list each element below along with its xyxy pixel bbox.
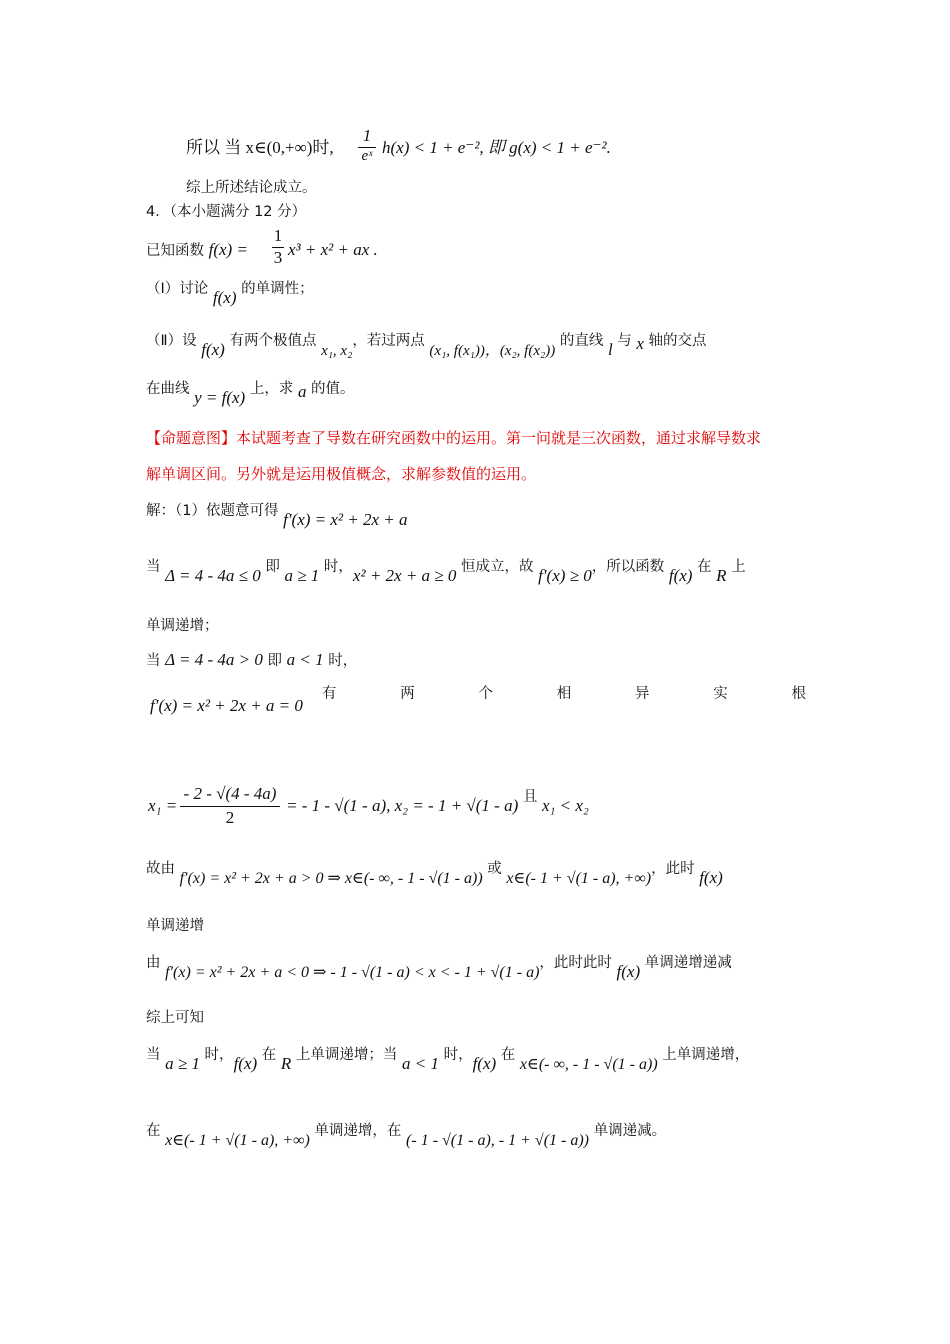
text: ，所以函数 bbox=[591, 559, 669, 575]
text: 恒成立，故 bbox=[456, 559, 539, 575]
summary-heading: 综上可知 bbox=[146, 1010, 204, 1026]
fraction-bar bbox=[358, 147, 376, 148]
text: 所以 当 x∈(0,+∞)时, bbox=[186, 138, 334, 157]
word: 有 bbox=[322, 686, 337, 702]
curve-condition-line bbox=[146, 378, 355, 407]
fraction-1-over-ex bbox=[356, 126, 378, 165]
math: f(x) bbox=[201, 340, 225, 359]
summary-case-line bbox=[146, 1044, 750, 1073]
math: x∈(- 1 + √(1 - a), +∞) bbox=[506, 870, 652, 887]
text: 当 bbox=[146, 559, 166, 575]
math: x∈(- 1 + √(1 - a), +∞) bbox=[165, 1132, 310, 1149]
text: 单调递增递减 bbox=[640, 955, 732, 971]
math: (x₁, f(x₁))，(x₂, f(x₂)) bbox=[429, 343, 556, 359]
part-two-line bbox=[146, 330, 707, 359]
summary-line: 综上所述结论成立。 bbox=[186, 180, 317, 196]
text: 在曲线 bbox=[146, 381, 195, 397]
derivative-equation: f′(x) = x² + 2x + a = 0 bbox=[150, 696, 303, 715]
text: （Ⅰ）讨论 bbox=[146, 281, 213, 297]
text: 时， bbox=[319, 559, 353, 575]
math: a < 1 bbox=[401, 1054, 439, 1073]
case-a-lt-1-line bbox=[146, 650, 357, 671]
text: 即 bbox=[262, 653, 287, 669]
text: 轴的交点 bbox=[643, 333, 707, 349]
text: 时， bbox=[438, 1047, 473, 1063]
math: a bbox=[297, 382, 307, 401]
decreasing-interval-line bbox=[146, 952, 732, 981]
math: f′(x) ≥ 0 bbox=[538, 566, 592, 585]
text: 解：（1）依题意可得 bbox=[146, 503, 284, 519]
math: x² + 2x + a ≥ 0 bbox=[352, 566, 457, 585]
word: 个 bbox=[478, 686, 493, 702]
text: 的值。 bbox=[306, 381, 355, 397]
text: 在 bbox=[146, 1123, 166, 1139]
word: 相 bbox=[556, 686, 572, 702]
denominator: 2 bbox=[225, 808, 235, 827]
conclusion-line bbox=[186, 138, 334, 158]
text: 的单调性； bbox=[236, 281, 314, 297]
text: 在 bbox=[257, 1047, 281, 1063]
text: 上单调递增， bbox=[657, 1047, 750, 1063]
word: 异 bbox=[635, 686, 650, 702]
polynomial-tail: x³ + x² + ax . bbox=[288, 240, 378, 259]
math: f(x) bbox=[233, 1054, 258, 1073]
text: ，此时 bbox=[651, 861, 700, 877]
roots-line bbox=[286, 789, 589, 817]
denominator: 3 bbox=[273, 248, 283, 267]
function-definition-line bbox=[146, 240, 248, 261]
math: f(x) bbox=[616, 962, 641, 981]
denominator: eˣ bbox=[361, 148, 373, 164]
fraction-bar bbox=[272, 247, 284, 248]
text: 的直线 bbox=[555, 333, 608, 349]
root-x1-label: x₁ = bbox=[148, 796, 178, 815]
math: f′(x) = x² + 2x + a > 0 ⇒ x∈(- ∞, - 1 - √(1 - a)) bbox=[179, 870, 483, 887]
math: f(x) bbox=[668, 566, 693, 585]
text: 与 bbox=[612, 333, 637, 349]
text: 在 bbox=[496, 1047, 520, 1063]
math: f′(x) = x² + 2x + a bbox=[283, 510, 408, 529]
math: x∈(- ∞, - 1 - √(1 - a)) bbox=[519, 1056, 658, 1073]
text: 在 bbox=[692, 559, 717, 575]
text: ，此时此时 bbox=[539, 955, 617, 971]
text: 时， bbox=[199, 1047, 234, 1063]
text: （Ⅱ）设 bbox=[146, 333, 202, 349]
math: (- 1 - √(1 - a), - 1 + √(1 - a)) bbox=[406, 1132, 589, 1149]
text: 已知函数 bbox=[146, 243, 209, 259]
root-formula-fraction bbox=[178, 784, 282, 828]
text: 当 bbox=[146, 653, 166, 669]
case-a-ge-1-line bbox=[146, 556, 746, 585]
word: 两 bbox=[400, 686, 415, 702]
word: 实 bbox=[713, 686, 728, 702]
monotone-increase-line-2: 单调递增 bbox=[146, 918, 204, 934]
math: f(x) bbox=[472, 1054, 497, 1073]
inequality-tail: h(x) < 1 + e⁻², 即 g(x) < 1 + e⁻². bbox=[382, 138, 611, 157]
math: a ≥ 1 bbox=[284, 566, 320, 585]
text: 当 bbox=[146, 1047, 166, 1063]
two-distinct-roots-words bbox=[322, 684, 806, 704]
numerator: 1 bbox=[362, 126, 372, 145]
text: 时， bbox=[323, 653, 358, 669]
math: y = f(x) bbox=[194, 388, 246, 407]
text: 由 bbox=[146, 955, 166, 971]
text: 即 bbox=[260, 559, 285, 575]
increasing-interval-line bbox=[146, 858, 723, 887]
numerator: 1 bbox=[273, 226, 283, 245]
math: x₁, x₂ bbox=[321, 343, 353, 359]
math: a < 1 bbox=[286, 650, 324, 669]
text: 且 bbox=[518, 789, 542, 805]
text: 单调递增，在 bbox=[309, 1123, 407, 1139]
word: 根 bbox=[791, 686, 806, 702]
intent-note-line-1: 【命题意图】本试题考查了导数在研究函数中的运用。第一问就是三次函数，通过求解导数求 bbox=[146, 429, 762, 447]
fraction-1-over-3 bbox=[271, 226, 285, 268]
question-heading: 4．（本小题满分 12 分） bbox=[146, 204, 307, 220]
math: x bbox=[636, 334, 644, 353]
part-one-line bbox=[146, 278, 314, 307]
math: Δ = 4 - 4a > 0 bbox=[165, 650, 263, 669]
fraction-bar bbox=[180, 806, 280, 807]
solution-start-line bbox=[146, 500, 408, 529]
math: a ≥ 1 bbox=[165, 1054, 200, 1073]
text: 有两个极值点 bbox=[224, 333, 322, 349]
math: x₁ < x₂ bbox=[541, 796, 589, 815]
math: f′(x) = x² + 2x + a < 0 ⇒ - 1 - √(1 - a) < x < - 1 + √(1 - a) bbox=[165, 964, 540, 981]
text: 上 bbox=[726, 559, 746, 575]
math: = - 1 - √(1 - a), x₂ = - 1 + √(1 - a) bbox=[286, 796, 519, 815]
text: 单调递减。 bbox=[589, 1123, 667, 1139]
text: 上，求 bbox=[245, 381, 298, 397]
text: 故由 bbox=[146, 861, 180, 877]
math: l bbox=[607, 340, 613, 359]
intent-note-line-2: 解单调区间。另外就是运用极值概念，求解参数值的运用。 bbox=[146, 465, 537, 483]
final-intervals-line bbox=[146, 1120, 667, 1149]
math: f(x) bbox=[212, 288, 237, 307]
monotone-increase-line: 单调递增； bbox=[146, 618, 219, 634]
math: R bbox=[280, 1054, 292, 1073]
text: 或 bbox=[482, 861, 507, 877]
math: f(x) = bbox=[208, 240, 248, 259]
math: f(x) bbox=[699, 868, 723, 887]
numerator: - 2 - √(4 - 4a) bbox=[183, 784, 277, 803]
math: Δ = 4 - 4a ≤ 0 bbox=[165, 566, 261, 585]
text: 上单调递增；当 bbox=[291, 1047, 402, 1063]
text: ，若过两点 bbox=[352, 333, 430, 349]
math: R bbox=[716, 566, 727, 585]
